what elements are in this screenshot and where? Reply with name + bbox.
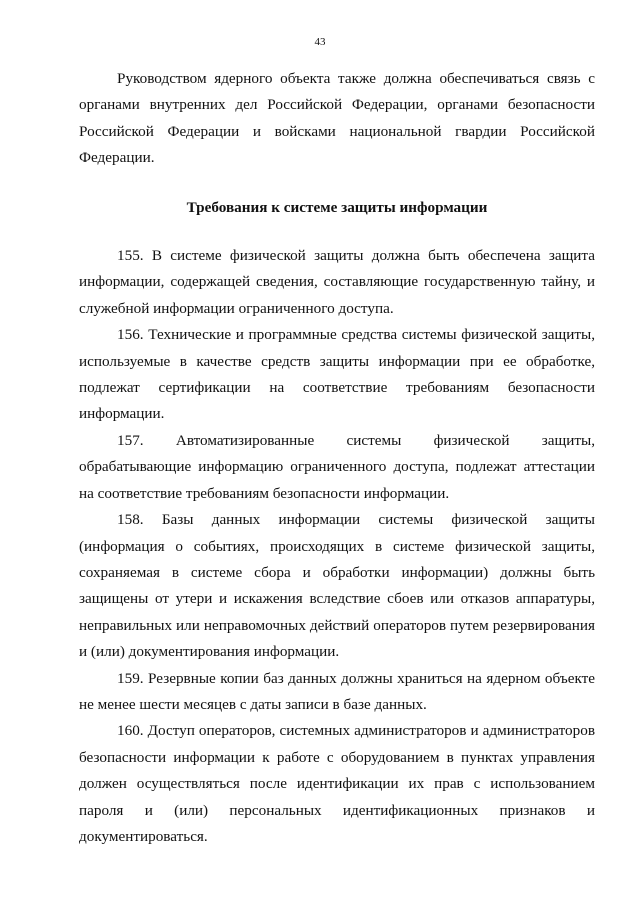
document-body (79, 66, 595, 850)
paragraph-159: 159. Резервные копии баз данных должны храниться на ядерном объекте не менее шести месяцев с даты записи в базе данных. (79, 669, 595, 713)
paragraph-160: 160. Доступ операторов, системных администраторов и администраторов безопасности информации к работе с оборудованием в пунктах управления должен осуществляться после идентификации их прав с использованием пароля и (или) персональных идентификационных признаков и документироваться. (79, 722, 595, 845)
intro-paragraph: Руководством ядерного объекта также должна обеспечиваться связь с органами внутренних дел Российской Федерации, органами безопасности Российской Федерации и войсками национальной гвардии Российской Федерации. (79, 70, 595, 167)
paragraph-155: 155. В системе физической защиты должна быть обеспечена защита информации, содержащей сведения, составляющие государственную тайну, и служебной информации ограниченного доступа. (79, 247, 595, 317)
section-heading: Требования к системе защиты информации (186, 198, 488, 216)
paragraph-158: 158. Базы данных информации системы физической защиты (информация о событиях, происходящих в системе физической защиты, сохраняемая в системе сбора и обработки информации) должны быть защищены от утери и искажения вследствие сбоев или отказов аппаратуры, неправильных или неправомочных действий операторов путем резервирования и (или) документирования информации. (79, 511, 595, 661)
paragraph-157: 157. Автоматизированные системы физической защиты, обрабатывающие информацию ограниченного доступа, подлежат аттестации на соответствие требованиям безопасности информации. (79, 431, 595, 502)
paragraph-156: 156. Технические и программные средства системы физической защиты, используемые в качестве средств защиты информации при ее обработке, подлежат сертификации на соответствие требованиям безопасности информации. (79, 326, 595, 423)
page-number: 43 (314, 36, 326, 48)
